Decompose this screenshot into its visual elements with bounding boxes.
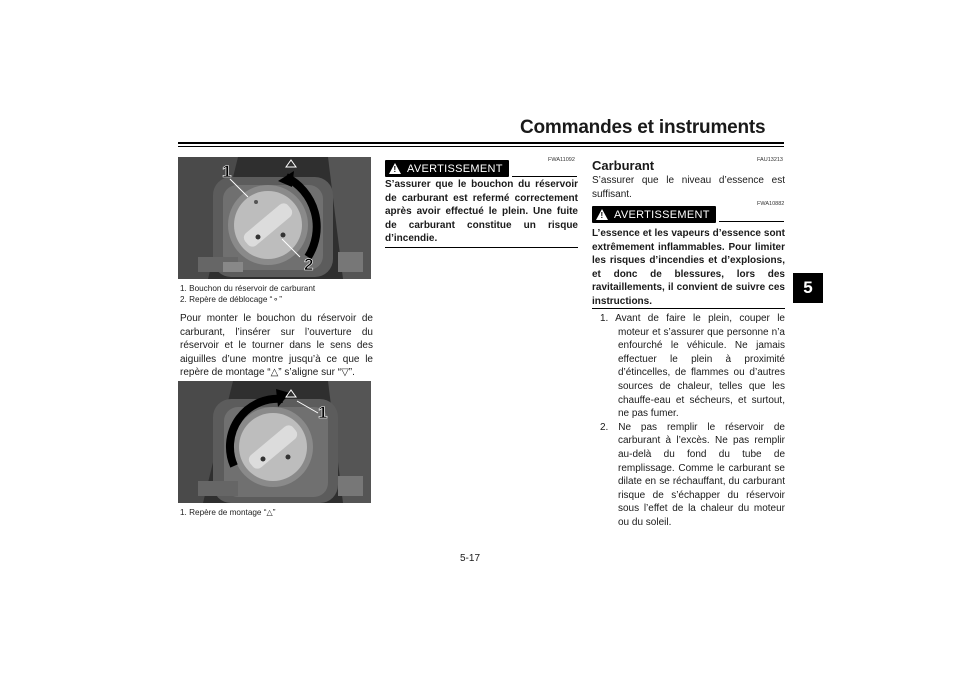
warning-label: AVERTISSEMENT <box>407 162 503 175</box>
caption-line-1: 1. Bouchon du réservoir de carburant <box>180 284 316 293</box>
caption-line-2: 2. Repère de déblocage “⚬” <box>180 295 282 304</box>
photo1-caption <box>180 283 315 305</box>
warning-code: FWA11092 <box>548 157 575 163</box>
chapter-tab: 5 <box>793 273 823 303</box>
warning-badge <box>385 160 509 177</box>
warning-underline <box>512 176 577 177</box>
warning-icon: ! <box>596 209 608 220</box>
warning-end-rule <box>385 247 578 248</box>
callout-2: 2 <box>304 255 314 274</box>
list-item: 2. Ne pas remplir le réservoir de carburant à l’excès. Ne pas remplir au-delà du fond du tube de remplissage. Comme le carburant se dilate en se réchauffant, du carburant risque de s’échapper du réservoir sous l’effet de la chaleur du moteur ou du soleil. <box>600 421 785 528</box>
mounting-paragraph: Pour monter le bouchon du réservoir de carburant, l’insérer sur l’ouverture du réservoir et le tourner dans le sens des aiguilles d’une montre jusqu’à ce que le repère de montage “△” s’aligne sur “▽”. <box>180 313 373 379</box>
page-number: 5-17 <box>460 553 481 564</box>
warning-label-2: AVERTISSEMENT <box>614 208 710 221</box>
fuel-cap-photo-1 <box>178 157 371 279</box>
section-title: Commandes et instruments <box>520 117 766 138</box>
warning-code-2: FWA10882 <box>757 201 785 207</box>
section-code: FAU13213 <box>757 157 783 163</box>
warning-icon: ! <box>389 163 401 174</box>
list-item: 1. Avant de faire le plein, couper le moteur et s’assurer que personne n’a enfourché le véhicule. Ne jamais effectuer le plein à proximité d’étincelles, de flammes ou d’autres sources de chaleur, telles que les chauffe-eau et sécheurs, et surtout, ne pas fumer. <box>600 313 785 420</box>
warning-text-2: L’essence et les vapeurs d’essence sont extrêmement inflammables. Pour limiter les risques d’incendies et d’explosions, et donc de blessures, lors des ravitaillements, il convient de suivre ces instructions. <box>592 228 785 307</box>
warning-badge-2 <box>592 206 716 223</box>
fuel-cap-photo-2 <box>178 381 371 503</box>
warning-text: S’assurer que le bouchon du réservoir de carburant est refermé correctement après avoir effectué le plein. Une fuite de carburant constitue un risque d’incendie. <box>385 179 578 245</box>
warning-underline-2 <box>719 221 784 222</box>
carburant-title: Carburant <box>592 158 655 173</box>
warning-end-rule-2 <box>592 308 785 309</box>
instruction-list <box>600 312 785 530</box>
header-rule-thin <box>178 146 784 147</box>
callout-1: 1 <box>222 162 232 181</box>
photo2-caption: 1. Repère de montage “△” <box>180 508 276 517</box>
header-rule <box>178 142 784 144</box>
callout-1: 1 <box>318 403 328 422</box>
carburant-intro: S’assurer que le niveau d’essence est suffisant. <box>592 175 785 200</box>
